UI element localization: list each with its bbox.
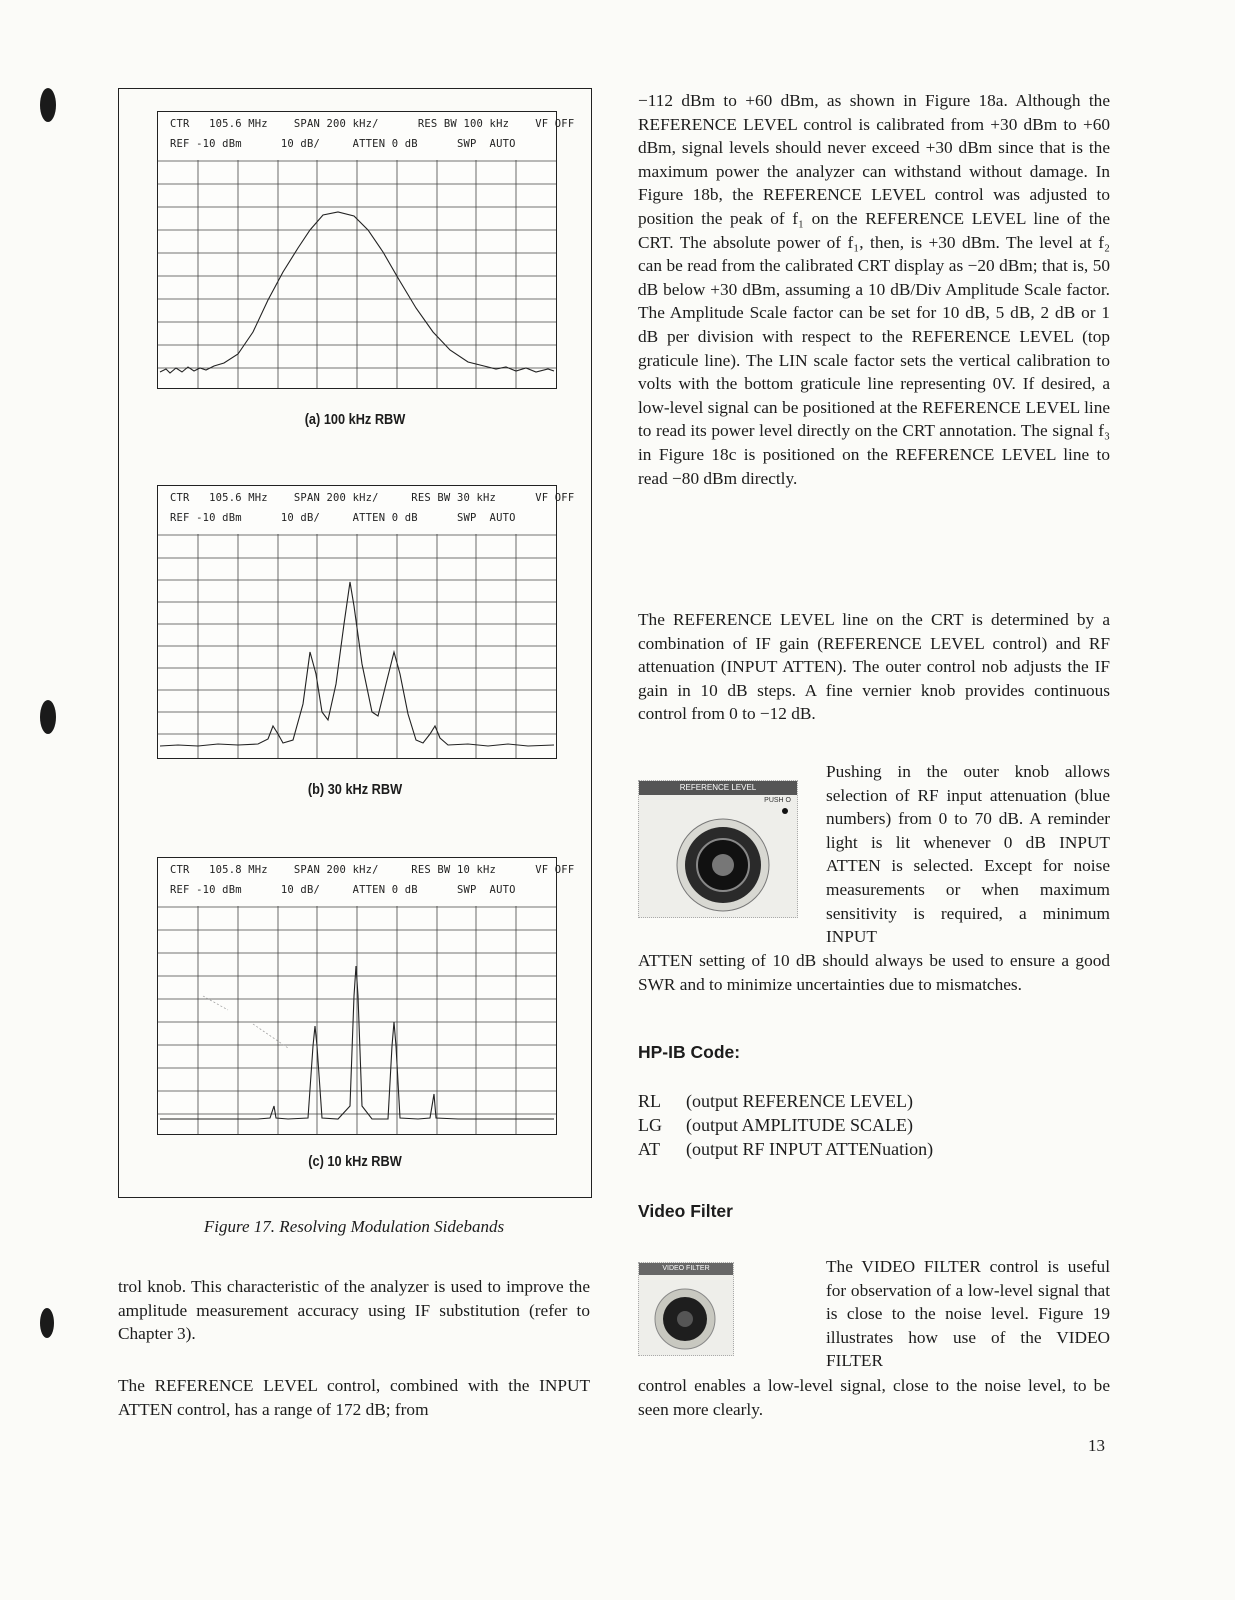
code: RL	[638, 1091, 662, 1111]
reference-level-knob-photo	[638, 780, 798, 918]
code-row	[638, 1112, 913, 1138]
knob-label: REFERENCE LEVEL	[639, 781, 797, 795]
binder-hole	[40, 1308, 54, 1338]
page-number: 13	[1088, 1436, 1105, 1455]
crt-graticule-a	[158, 160, 556, 388]
annotation-line-2: REF -10 dBm 10 dB/ ATTEN 0 dB SWP AUTO	[170, 884, 516, 896]
knob-label: VIDEO FILTER	[639, 1263, 733, 1275]
crt-panel-b	[157, 485, 575, 759]
figure-17-box	[118, 88, 592, 1198]
push-label: PUSH O	[764, 797, 791, 804]
paragraph-text: The REFERENCE LEVEL line on the CRT is determined by a combination of IF gain (REFERENCE LEVEL control) and RF attenuation (INPUT ATTEN). The outer control nob adjusts the IF gain in 10 dB steps. A fine vernier knob provides continuous control from 0 to −12 dB.	[638, 610, 1110, 724]
right-paragraph-3-side	[826, 760, 1110, 949]
annotation-line-1: CTR 105.8 MHz SPAN 200 kHz/ RES BW 10 kHz VF OFF	[170, 864, 575, 876]
right-paragraph-4-side	[826, 1255, 1110, 1373]
code-row	[638, 1136, 933, 1162]
paragraph-text: −112 dBm to +60 dBm, as shown in Figure 18a. Although the REFERENCE LEVEL control is calibrated from +30 dBm to +60 dBm, signal levels should never exceed +30 dBm since that is the maximum power the analyzer can withstand without damage. In Figure 18b, the REFERENCE LEVEL control was adjusted to position the peak of f₁ on the REFERENCE LEVEL line of the CRT. The absolute power of f₁, then, is +30 dBm. The level at f₂ can be read from the calibrated CRT display as −20 dBm; that is, 50 dB below +30 dBm, assuming a 10 dB/Div Amplitude Scale factor. The Amplitude Scale factor can be set for 10 dB, 5 dB, 2 dB or 1 dB per division with respect to the REFERENCE LEVEL (top graticule line). The LIN scale factor sets the vertical calibration to volts with the bottom graticule line representing 0V. If desired, a low-level signal can be positioned at the REFERENCE LEVEL line to read its power level directly on the CRT annotation. The signal f₃ in Figure 18c is positioned on the REFERENCE LEVEL line to read −80 dBm directly.	[638, 91, 1110, 488]
code-description: (output RF INPUT ATTENuation)	[686, 1139, 934, 1159]
binder-hole	[40, 700, 56, 734]
right-paragraph-3-full	[638, 949, 1110, 996]
panel-a-label: (a) 100 kHz RBW	[304, 411, 406, 428]
left-paragraph-1	[118, 1275, 590, 1346]
annotation-line-1: CTR 105.6 MHz SPAN 200 kHz/ RES BW 30 kHz VF OFF	[170, 492, 575, 504]
code-row	[638, 1088, 913, 1114]
right-paragraph-4-full	[638, 1374, 1110, 1421]
figure-caption: Figure 17. Resolving Modulation Sidebands	[203, 1217, 505, 1236]
crt-graticule-c	[158, 906, 556, 1134]
right-paragraph-1	[638, 89, 1110, 490]
knob-icon	[639, 1263, 733, 1355]
annotation-line-2: REF -10 dBm 10 dB/ ATTEN 0 dB SWP AUTO	[170, 138, 516, 150]
hpib-code-heading: HP-IB Code:	[638, 1042, 741, 1062]
paragraph-text: trol knob. This characteristic of the analyzer is used to improve the amplitude measurement accuracy using IF substitution (refer to Chapter 3).	[118, 1277, 590, 1344]
annotation-line-1: CTR 105.6 MHz SPAN 200 kHz/ RES BW 100 kHz VF OFF	[170, 118, 575, 130]
annotation-line-2: REF -10 dBm 10 dB/ ATTEN 0 dB SWP AUTO	[170, 512, 516, 524]
crt-panel-a	[157, 111, 575, 389]
paragraph-text: The REFERENCE LEVEL control, combined with the INPUT ATTEN control, has a range of 172 dB; from	[118, 1376, 590, 1419]
code-description: (output REFERENCE LEVEL)	[686, 1091, 913, 1111]
paragraph-text: Pushing in the outer knob allows selection of RF input attenuation (blue numbers) from 0 to 70 dB. A reminder light is lit whenever 0 dB INPUT ATTEN is selected. Except for noise measurements or when maximum sensitivity is required, a minimum INPUT	[826, 762, 1110, 947]
panel-b-label: (b) 30 kHz RBW	[307, 781, 403, 798]
paragraph-text: ATTEN setting of 10 dB should always be used to ensure a good SWR and to minimize uncertainties due to mismatches.	[638, 951, 1110, 994]
code: AT	[638, 1139, 660, 1159]
crt-graticule-b	[158, 534, 556, 758]
paragraph-text: control enables a low-level signal, close to the noise level, to be seen more clearly.	[638, 1376, 1110, 1419]
knob-icon	[639, 781, 797, 917]
code: LG	[638, 1115, 662, 1135]
code-description: (output AMPLITUDE SCALE)	[686, 1115, 913, 1135]
right-paragraph-2	[638, 608, 1110, 726]
binder-hole	[40, 88, 56, 122]
video-filter-knob-photo	[638, 1262, 734, 1356]
paragraph-text: The VIDEO FILTER control is useful for observation of a low-level signal that is close to the noise level. Figure 19 illustrates how use of the VIDEO FILTER	[826, 1257, 1110, 1371]
panel-c-label: (c) 10 kHz RBW	[308, 1153, 402, 1170]
crt-panel-c	[157, 857, 575, 1135]
left-paragraph-2	[118, 1374, 590, 1421]
video-filter-heading: Video Filter	[638, 1201, 733, 1221]
